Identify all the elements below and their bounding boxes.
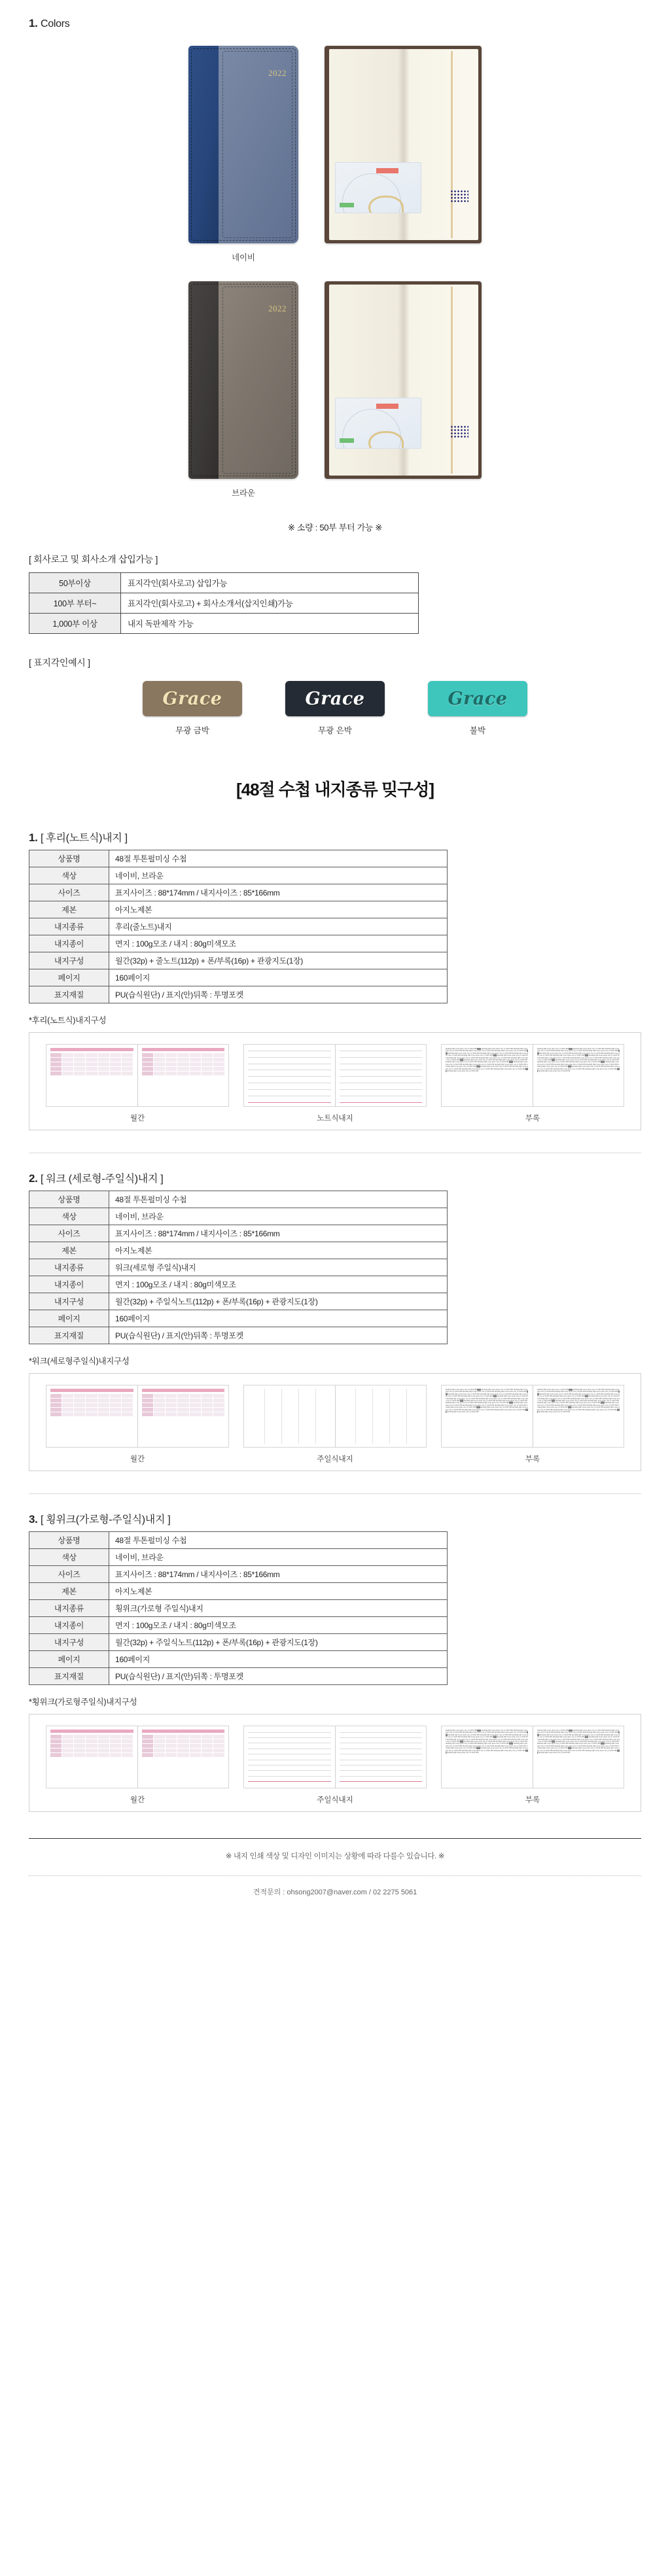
table-row [29,1293,448,1310]
preview-thumbnail-appendix [441,1726,625,1788]
preview-page-left [244,1385,335,1447]
product-number: 1. [29,831,38,844]
spec-value: 월간(32p) + 줄노트(112p) + 폰/부록(16p) + 관광지도(1장) [109,952,448,969]
table-row [29,614,419,634]
color-label-navy: 네이비 [232,253,255,262]
page-ribbon [451,287,453,474]
spec-key: 상품명 [29,1191,109,1208]
preview-page-left [244,1726,335,1788]
table-row [29,1617,448,1634]
preview-thumbnail-ruled [243,1044,427,1107]
spec-key: 내지구성 [29,952,109,969]
spec-key: 표지재질 [29,1668,109,1685]
preview-page-right: abcdefg hijkl mnop qrstu vwx yz 0123 456 ███ abcdefg hijkl mnop qrstu vwx yz 0123 456 abcdefg hijkl mnop qrstu vwx yz 0123 456 abcdefg hijkl mnop qrstu vwx yz 0123 456 abcdefg hijkl mnop qrstu vwx yz 0123 456 ███ abcdefg hijkl mnop qrstu vwx yz 0123 456 abcdefg hijkl mnop qrstu vwx yz 0123 456 abcdefg hijkl mnop qrstu vwx yz 0123 456 abcdefg hijkl mnop qrstu vwx yz 0123 456 ███ abcdefg hijkl mnop qrstu vwx yz 0123 456 abcdefg hijkl mnop qrstu vwx yz 0123 456 abcdefg hijkl mnop qrstu vwx yz 0123 456 abcdefg hijkl mnop qrstu vwx yz 0123 456 ███ abcdefg hijkl mnop qrstu vwx yz 0123 456 abcdefg hijkl mnop qrstu vwx yz 0123 456 abcdefg hijkl mnop qrstu vwx yz 0123 456 abcdefg hijkl mnop qrstu vwx yz 0123 456 ███ abcdefg hijkl mnop qrstu vwx yz 0123 456 abcdefg hijkl mnop qrstu vwx yz 0123 456 abcdefg hijkl mnop qrstu vwx yz 0123 456 abcdefg hijkl mnop qrstu vwx yz 0123 456 ███ abcdefg hijkl mnop qrstu vwx yz 0123 456 abcdefg hijkl mnop qrstu vwx yz 0123 456 abcdefg hijkl mnop qrstu vwx yz 0123 456 abcdefg hijkl mnop qrstu vwx yz 0123 456 ███ abcdefg hijkl mnop qrstu vwx yz 0123 456 [533,1726,624,1788]
spec-value: 워크(세로형 주일식)내지 [109,1259,448,1276]
foil-caption: 무광 은박 [318,726,352,735]
preview-panel [29,1714,641,1812]
preview-page-right: abcdefg hijkl mnop qrstu vwx yz 0123 456 ███ abcdefg hijkl mnop qrstu vwx yz 0123 456 abcdefg hijkl mnop qrstu vwx yz 0123 456 abcdefg hijkl mnop qrstu vwx yz 0123 456 abcdefg hijkl mnop qrstu vwx yz 0123 456 ███ abcdefg hijkl mnop qrstu vwx yz 0123 456 abcdefg hijkl mnop qrstu vwx yz 0123 456 abcdefg hijkl mnop qrstu vwx yz 0123 456 abcdefg hijkl mnop qrstu vwx yz 0123 456 ███ abcdefg hijkl mnop qrstu vwx yz 0123 456 abcdefg hijkl mnop qrstu vwx yz 0123 456 abcdefg hijkl mnop qrstu vwx yz 0123 456 abcdefg hijkl mnop qrstu vwx yz 0123 456 ███ abcdefg hijkl mnop qrstu vwx yz 0123 456 abcdefg hijkl mnop qrstu vwx yz 0123 456 abcdefg hijkl mnop qrstu vwx yz 0123 456 abcdefg hijkl mnop qrstu vwx yz 0123 456 ███ abcdefg hijkl mnop qrstu vwx yz 0123 456 abcdefg hijkl mnop qrstu vwx yz 0123 456 abcdefg hijkl mnop qrstu vwx yz 0123 456 abcdefg hijkl mnop qrstu vwx yz 0123 456 ███ abcdefg hijkl mnop qrstu vwx yz 0123 456 abcdefg hijkl mnop qrstu vwx yz 0123 456 abcdefg hijkl mnop qrstu vwx yz 0123 456 abcdefg hijkl mnop qrstu vwx yz 0123 456 ███ abcdefg hijkl mnop qrstu vwx yz 0123 456 [533,1385,624,1447]
spec-key: 색상 [29,1208,109,1225]
cover-stitch-inner [222,287,292,474]
spec-value: 160페이지 [109,1310,448,1327]
preview-caption: 노트식내지 [317,1115,353,1123]
spec-value: 횡위크(가로형 주일식)내지 [109,1600,448,1617]
qty-cell: 1,000부 이상 [29,614,121,634]
preview-section-caption: *횡위크(가로형주일식)내지구성 [29,1697,137,1707]
spec-value: 월간(32p) + 주일식노트(112p) + 폰/부록(16p) + 관광지도(1장) [109,1634,448,1651]
diary-open-brown [325,281,482,479]
preview-page-left [46,1045,137,1106]
product-label: [ 횡위크(가로형-주일식)내지 ] [41,1514,171,1525]
preview-page-right [335,1045,427,1106]
spec-key: 내지종이 [29,1276,109,1293]
spec-value: 160페이지 [109,969,448,986]
color-row-brown [0,281,670,498]
card-red-band [376,404,398,409]
card-floral-decoration [368,431,404,449]
cover-year-text: 2022 [268,304,287,313]
card-red-band [376,168,398,173]
spec-value: 네이비, 브라운 [109,1549,448,1566]
preview-thumbnail-weekly-vertical [243,1385,427,1448]
table-row [29,1310,448,1327]
qty-cell: 100부 부터~ [29,593,121,614]
preview-caption: 주일식내지 [317,1455,353,1463]
preview-caption: 월간 [130,1796,145,1804]
table-row [29,952,448,969]
open-book-navy [325,46,482,243]
spec-key: 내지종류 [29,918,109,935]
preview-section-caption: *워크(세로형주일식)내지구성 [29,1357,130,1366]
table-row [29,1668,448,1685]
foil-caption: 무광 금박 [175,726,209,735]
spec-value: 월간(32p) + 주일식노트(112p) + 폰/부록(16p) + 관광지도(1장) [109,1293,448,1310]
card-floral-decoration [368,196,404,213]
spec-value: 표지사이즈 : 88*174mm / 내지사이즈 : 85*166mm [109,884,448,901]
product-number: 3. [29,1513,38,1525]
color-label-brown: 브라운 [232,489,255,498]
table-row [29,1600,448,1617]
preview-thumbnail-appendix [441,1044,625,1107]
table-row [29,1566,448,1583]
product-number: 2. [29,1172,38,1185]
foil-sample-blind [428,681,527,736]
quantity-note: ※ 소량 : 50부 부터 가능 ※ [287,523,383,532]
preview-thumbnail-appendix [441,1385,625,1448]
section-label: Colors [41,18,70,29]
spec-value: 아지노제본 [109,1242,448,1259]
logo-section-heading: [ 회사로고 및 회사소개 삽입가능 ] [29,554,158,565]
product-section-3 [0,1511,670,1812]
card-green-band [340,203,354,207]
spec-value: 면지 : 100g모조 / 내지 : 80g미색모조 [109,1617,448,1634]
inserted-card [335,162,421,213]
spec-key: 내지구성 [29,1293,109,1310]
footer-divider [29,1838,641,1839]
preview-thumbnail-monthly [46,1385,230,1448]
table-row [29,1327,448,1344]
spec-value: 네이비, 브라운 [109,1208,448,1225]
table-row [29,884,448,901]
preview-item [243,1044,427,1123]
product-spec-table [29,1531,448,1685]
card-green-band [340,438,354,443]
section-divider [29,1493,641,1494]
preview-thumbnail-weekly-horizontal [243,1726,427,1788]
foil-plate: Grace [143,681,242,716]
spec-value: PU(습식원단) / 표지(안)뒤쪽 : 투명포켓 [109,986,448,1003]
diary-cover-navy [188,46,298,243]
main-heading: [48절 수첩 내지종류 밎구성] [236,780,434,799]
table-row [29,867,448,884]
preview-caption: 주일식내지 [317,1796,353,1804]
product-title-2 [29,1170,670,1185]
product-spec-table [29,850,448,1003]
spec-key: 페이지 [29,1310,109,1327]
preview-page-left: abcdefg hijkl mnop qrstu vwx yz 0123 456 ███ abcdefg hijkl mnop qrstu vwx yz 0123 456 abcdefg hijkl mnop qrstu vwx yz 0123 456 abcdefg hijkl mnop qrstu vwx yz 0123 456 abcdefg hijkl mnop qrstu vwx yz 0123 456 ███ abcdefg hijkl mnop qrstu vwx yz 0123 456 abcdefg hijkl mnop qrstu vwx yz 0123 456 abcdefg hijkl mnop qrstu vwx yz 0123 456 abcdefg hijkl mnop qrstu vwx yz 0123 456 ███ abcdefg hijkl mnop qrstu vwx yz 0123 456 abcdefg hijkl mnop qrstu vwx yz 0123 456 abcdefg hijkl mnop qrstu vwx yz 0123 456 abcdefg hijkl mnop qrstu vwx yz 0123 456 ███ abcdefg hijkl mnop qrstu vwx yz 0123 456 abcdefg hijkl mnop qrstu vwx yz 0123 456 abcdefg hijkl mnop qrstu vwx yz 0123 456 abcdefg hijkl mnop qrstu vwx yz 0123 456 ███ abcdefg hijkl mnop qrstu vwx yz 0123 456 abcdefg hijkl mnop qrstu vwx yz 0123 456 abcdefg hijkl mnop qrstu vwx yz 0123 456 abcdefg hijkl mnop qrstu vwx yz 0123 456 ███ abcdefg hijkl mnop qrstu vwx yz 0123 456 abcdefg hijkl mnop qrstu vwx yz 0123 456 abcdefg hijkl mnop qrstu vwx yz 0123 456 abcdefg hijkl mnop qrstu vwx yz 0123 456 ███ abcdefg hijkl mnop qrstu vwx yz 0123 456 [445,1048,529,1073]
preview-caption: 월간 [130,1115,145,1123]
preview-page-right [137,1045,229,1106]
spec-value: 48절 투톤펄미싱 수첩 [109,850,448,867]
open-book-brown [325,281,482,479]
preview-page-left [244,1045,335,1106]
preview-caption: 부록 [525,1796,540,1804]
desc-cell: 표지각인(회사로고) + 회사소개서(삽지인쇄)가능 [121,593,419,614]
desc-cell: 내지 독판제작 가능 [121,614,419,634]
logo-options-table [29,572,419,634]
table-row [29,1191,448,1208]
spec-key: 표지재질 [29,986,109,1003]
preview-section-caption: *후리(노트식)내지구성 [29,1016,107,1025]
foil-section-heading: [ 표지각인예시 ] [29,657,90,668]
footer-dotted-divider [29,1875,641,1876]
footer-disclaimer: ※ 내지 인쇄 색상 및 디자인 이미지는 상황에 따라 다를수 있습니다. ※ [225,1853,445,1860]
preview-caption: 부록 [525,1115,540,1123]
spec-key: 상품명 [29,1532,109,1549]
table-row [29,1532,448,1549]
spec-value: 후리(줄노트)내지 [109,918,448,935]
preview-page-right [137,1385,229,1447]
preview-item [441,1044,625,1123]
spec-key: 내지종류 [29,1259,109,1276]
spec-key: 페이지 [29,1651,109,1668]
color-item-navy [188,46,298,263]
products-container [0,829,670,1812]
preview-page-left: abcdefg hijkl mnop qrstu vwx yz 0123 456 ███ abcdefg hijkl mnop qrstu vwx yz 0123 456 abcdefg hijkl mnop qrstu vwx yz 0123 456 abcdefg hijkl mnop qrstu vwx yz 0123 456 abcdefg hijkl mnop qrstu vwx yz 0123 456 ███ abcdefg hijkl mnop qrstu vwx yz 0123 456 abcdefg hijkl mnop qrstu vwx yz 0123 456 abcdefg hijkl mnop qrstu vwx yz 0123 456 abcdefg hijkl mnop qrstu vwx yz 0123 456 ███ abcdefg hijkl mnop qrstu vwx yz 0123 456 abcdefg hijkl mnop qrstu vwx yz 0123 456 abcdefg hijkl mnop qrstu vwx yz 0123 456 abcdefg hijkl mnop qrstu vwx yz 0123 456 ███ abcdefg hijkl mnop qrstu vwx yz 0123 456 abcdefg hijkl mnop qrstu vwx yz 0123 456 abcdefg hijkl mnop qrstu vwx yz 0123 456 abcdefg hijkl mnop qrstu vwx yz 0123 456 ███ abcdefg hijkl mnop qrstu vwx yz 0123 456 abcdefg hijkl mnop qrstu vwx yz 0123 456 abcdefg hijkl mnop qrstu vwx yz 0123 456 abcdefg hijkl mnop qrstu vwx yz 0123 456 ███ abcdefg hijkl mnop qrstu vwx yz 0123 456 abcdefg hijkl mnop qrstu vwx yz 0123 456 abcdefg hijkl mnop qrstu vwx yz 0123 456 abcdefg hijkl mnop qrstu vwx yz 0123 456 ███ abcdefg hijkl mnop qrstu vwx yz 0123 456 [445,1730,529,1754]
foil-samples-row [0,681,670,736]
spec-value: 160페이지 [109,1651,448,1668]
preview-page-left: abcdefg hijkl mnop qrstu vwx yz 0123 456 ███ abcdefg hijkl mnop qrstu vwx yz 0123 456 abcdefg hijkl mnop qrstu vwx yz 0123 456 abcdefg hijkl mnop qrstu vwx yz 0123 456 abcdefg hijkl mnop qrstu vwx yz 0123 456 ███ abcdefg hijkl mnop qrstu vwx yz 0123 456 abcdefg hijkl mnop qrstu vwx yz 0123 456 abcdefg hijkl mnop qrstu vwx yz 0123 456 abcdefg hijkl mnop qrstu vwx yz 0123 456 ███ abcdefg hijkl mnop qrstu vwx yz 0123 456 abcdefg hijkl mnop qrstu vwx yz 0123 456 abcdefg hijkl mnop qrstu vwx yz 0123 456 abcdefg hijkl mnop qrstu vwx yz 0123 456 ███ abcdefg hijkl mnop qrstu vwx yz 0123 456 abcdefg hijkl mnop qrstu vwx yz 0123 456 abcdefg hijkl mnop qrstu vwx yz 0123 456 abcdefg hijkl mnop qrstu vwx yz 0123 456 ███ abcdefg hijkl mnop qrstu vwx yz 0123 456 abcdefg hijkl mnop qrstu vwx yz 0123 456 abcdefg hijkl mnop qrstu vwx yz 0123 456 abcdefg hijkl mnop qrstu vwx yz 0123 456 ███ abcdefg hijkl mnop qrstu vwx yz 0123 456 abcdefg hijkl mnop qrstu vwx yz 0123 456 abcdefg hijkl mnop qrstu vwx yz 0123 456 abcdefg hijkl mnop qrstu vwx yz 0123 456 ███ abcdefg hijkl mnop qrstu vwx yz 0123 456 [445,1389,529,1414]
table-row [29,1634,448,1651]
spec-key: 제본 [29,1583,109,1600]
footer-contact: 견적문의 : ohsong2007@naver.com / 02 2275 5061 [253,1888,417,1896]
spec-value: 면지 : 100g모조 / 내지 : 80g미색모조 [109,1276,448,1293]
foil-sample-silver [285,681,385,736]
spec-value: 네이비, 브라운 [109,867,448,884]
foil-plate: Grace [285,681,385,716]
spec-key: 표지재질 [29,1327,109,1344]
preview-page-right [335,1385,427,1447]
preview-caption: 부록 [525,1455,540,1463]
spec-key: 색상 [29,867,109,884]
table-row [29,901,448,918]
preview-caption: 월간 [130,1455,145,1463]
diary-open-navy [325,46,482,243]
desc-cell: 표지각인(회사로고) 삽입가능 [121,573,419,593]
spec-value: PU(습식원단) / 표지(안)뒤쪽 : 투명포켓 [109,1327,448,1344]
color-row-navy [0,46,670,263]
product-title-1 [29,829,670,844]
preview-page-left [46,1726,137,1788]
product-label: [ 후리(노트식)내지 ] [41,833,128,844]
preview-thumbnail-monthly [46,1726,230,1788]
table-row [29,593,419,614]
preview-item [441,1726,625,1805]
spec-value: 48절 투톤펄미싱 수첩 [109,1532,448,1549]
section-title-colors [29,17,670,30]
spec-key: 제본 [29,1242,109,1259]
spec-key: 사이즈 [29,884,109,901]
spec-key: 페이지 [29,969,109,986]
table-row [29,1583,448,1600]
preview-page-left [46,1385,137,1447]
preview-item [46,1726,230,1805]
table-row [29,1549,448,1566]
preview-panel [29,1032,641,1130]
table-row [29,850,448,867]
diary-cover-brown [188,281,298,479]
spec-value: 아지노제본 [109,901,448,918]
spec-key: 제본 [29,901,109,918]
table-row [29,986,448,1003]
foil-plate: Grace [428,681,527,716]
foil-sample-gold [143,681,242,736]
table-row [29,918,448,935]
product-section-1 [0,829,670,1153]
section-number: 1. [29,17,38,29]
preview-item [243,1385,427,1464]
product-section-2 [0,1170,670,1494]
table-row [29,969,448,986]
product-detail-page [0,17,670,1904]
spec-value: 면지 : 100g모조 / 내지 : 80g미색모조 [109,935,448,952]
cover-year-text: 2022 [268,68,287,78]
table-row [29,1242,448,1259]
spec-key: 사이즈 [29,1225,109,1242]
preview-item [46,1385,230,1464]
preview-page-right [335,1726,427,1788]
spec-value: PU(습식원단) / 표지(안)뒤쪽 : 투명포켓 [109,1668,448,1685]
preview-page-right: abcdefg hijkl mnop qrstu vwx yz 0123 456 ███ abcdefg hijkl mnop qrstu vwx yz 0123 456 abcdefg hijkl mnop qrstu vwx yz 0123 456 abcdefg hijkl mnop qrstu vwx yz 0123 456 abcdefg hijkl mnop qrstu vwx yz 0123 456 ███ abcdefg hijkl mnop qrstu vwx yz 0123 456 abcdefg hijkl mnop qrstu vwx yz 0123 456 abcdefg hijkl mnop qrstu vwx yz 0123 456 abcdefg hijkl mnop qrstu vwx yz 0123 456 ███ abcdefg hijkl mnop qrstu vwx yz 0123 456 abcdefg hijkl mnop qrstu vwx yz 0123 456 abcdefg hijkl mnop qrstu vwx yz 0123 456 abcdefg hijkl mnop qrstu vwx yz 0123 456 ███ abcdefg hijkl mnop qrstu vwx yz 0123 456 abcdefg hijkl mnop qrstu vwx yz 0123 456 abcdefg hijkl mnop qrstu vwx yz 0123 456 abcdefg hijkl mnop qrstu vwx yz 0123 456 ███ abcdefg hijkl mnop qrstu vwx yz 0123 456 abcdefg hijkl mnop qrstu vwx yz 0123 456 abcdefg hijkl mnop qrstu vwx yz 0123 456 abcdefg hijkl mnop qrstu vwx yz 0123 456 ███ abcdefg hijkl mnop qrstu vwx yz 0123 456 abcdefg hijkl mnop qrstu vwx yz 0123 456 abcdefg hijkl mnop qrstu vwx yz 0123 456 abcdefg hijkl mnop qrstu vwx yz 0123 456 ███ abcdefg hijkl mnop qrstu vwx yz 0123 456 [533,1045,624,1106]
product-spec-table [29,1191,448,1344]
card-dot-pattern [450,190,468,203]
table-row [29,1276,448,1293]
spec-key: 색상 [29,1549,109,1566]
spec-value: 표지사이즈 : 88*174mm / 내지사이즈 : 85*166mm [109,1566,448,1583]
preview-thumbnail-monthly [46,1044,230,1107]
spec-value: 아지노제본 [109,1583,448,1600]
table-row [29,1651,448,1668]
table-row [29,935,448,952]
table-row [29,1208,448,1225]
preview-item [441,1385,625,1464]
cover-stitch-inner [222,51,292,238]
spec-key: 내지구성 [29,1634,109,1651]
spec-key: 상품명 [29,850,109,867]
product-title-3 [29,1511,670,1526]
preview-item [243,1726,427,1805]
qty-cell: 50부이상 [29,573,121,593]
table-row [29,1259,448,1276]
preview-panel [29,1373,641,1471]
foil-caption: 불박 [469,726,486,735]
product-label: [ 워크 (세로형-주일식)내지 ] [41,1174,164,1185]
page-ribbon [451,51,453,238]
spec-value: 표지사이즈 : 88*174mm / 내지사이즈 : 85*166mm [109,1225,448,1242]
inserted-card [335,398,421,449]
preview-item [46,1044,230,1123]
spec-key: 사이즈 [29,1566,109,1583]
spec-key: 내지종이 [29,935,109,952]
color-item-brown [188,281,298,498]
spec-key: 내지종류 [29,1600,109,1617]
table-row [29,1225,448,1242]
card-dot-pattern [450,425,468,438]
preview-page-right [137,1726,229,1788]
colors-gallery [0,46,670,498]
table-row [29,573,419,593]
spec-value: 48절 투톤펄미싱 수첩 [109,1191,448,1208]
spec-key: 내지종이 [29,1617,109,1634]
